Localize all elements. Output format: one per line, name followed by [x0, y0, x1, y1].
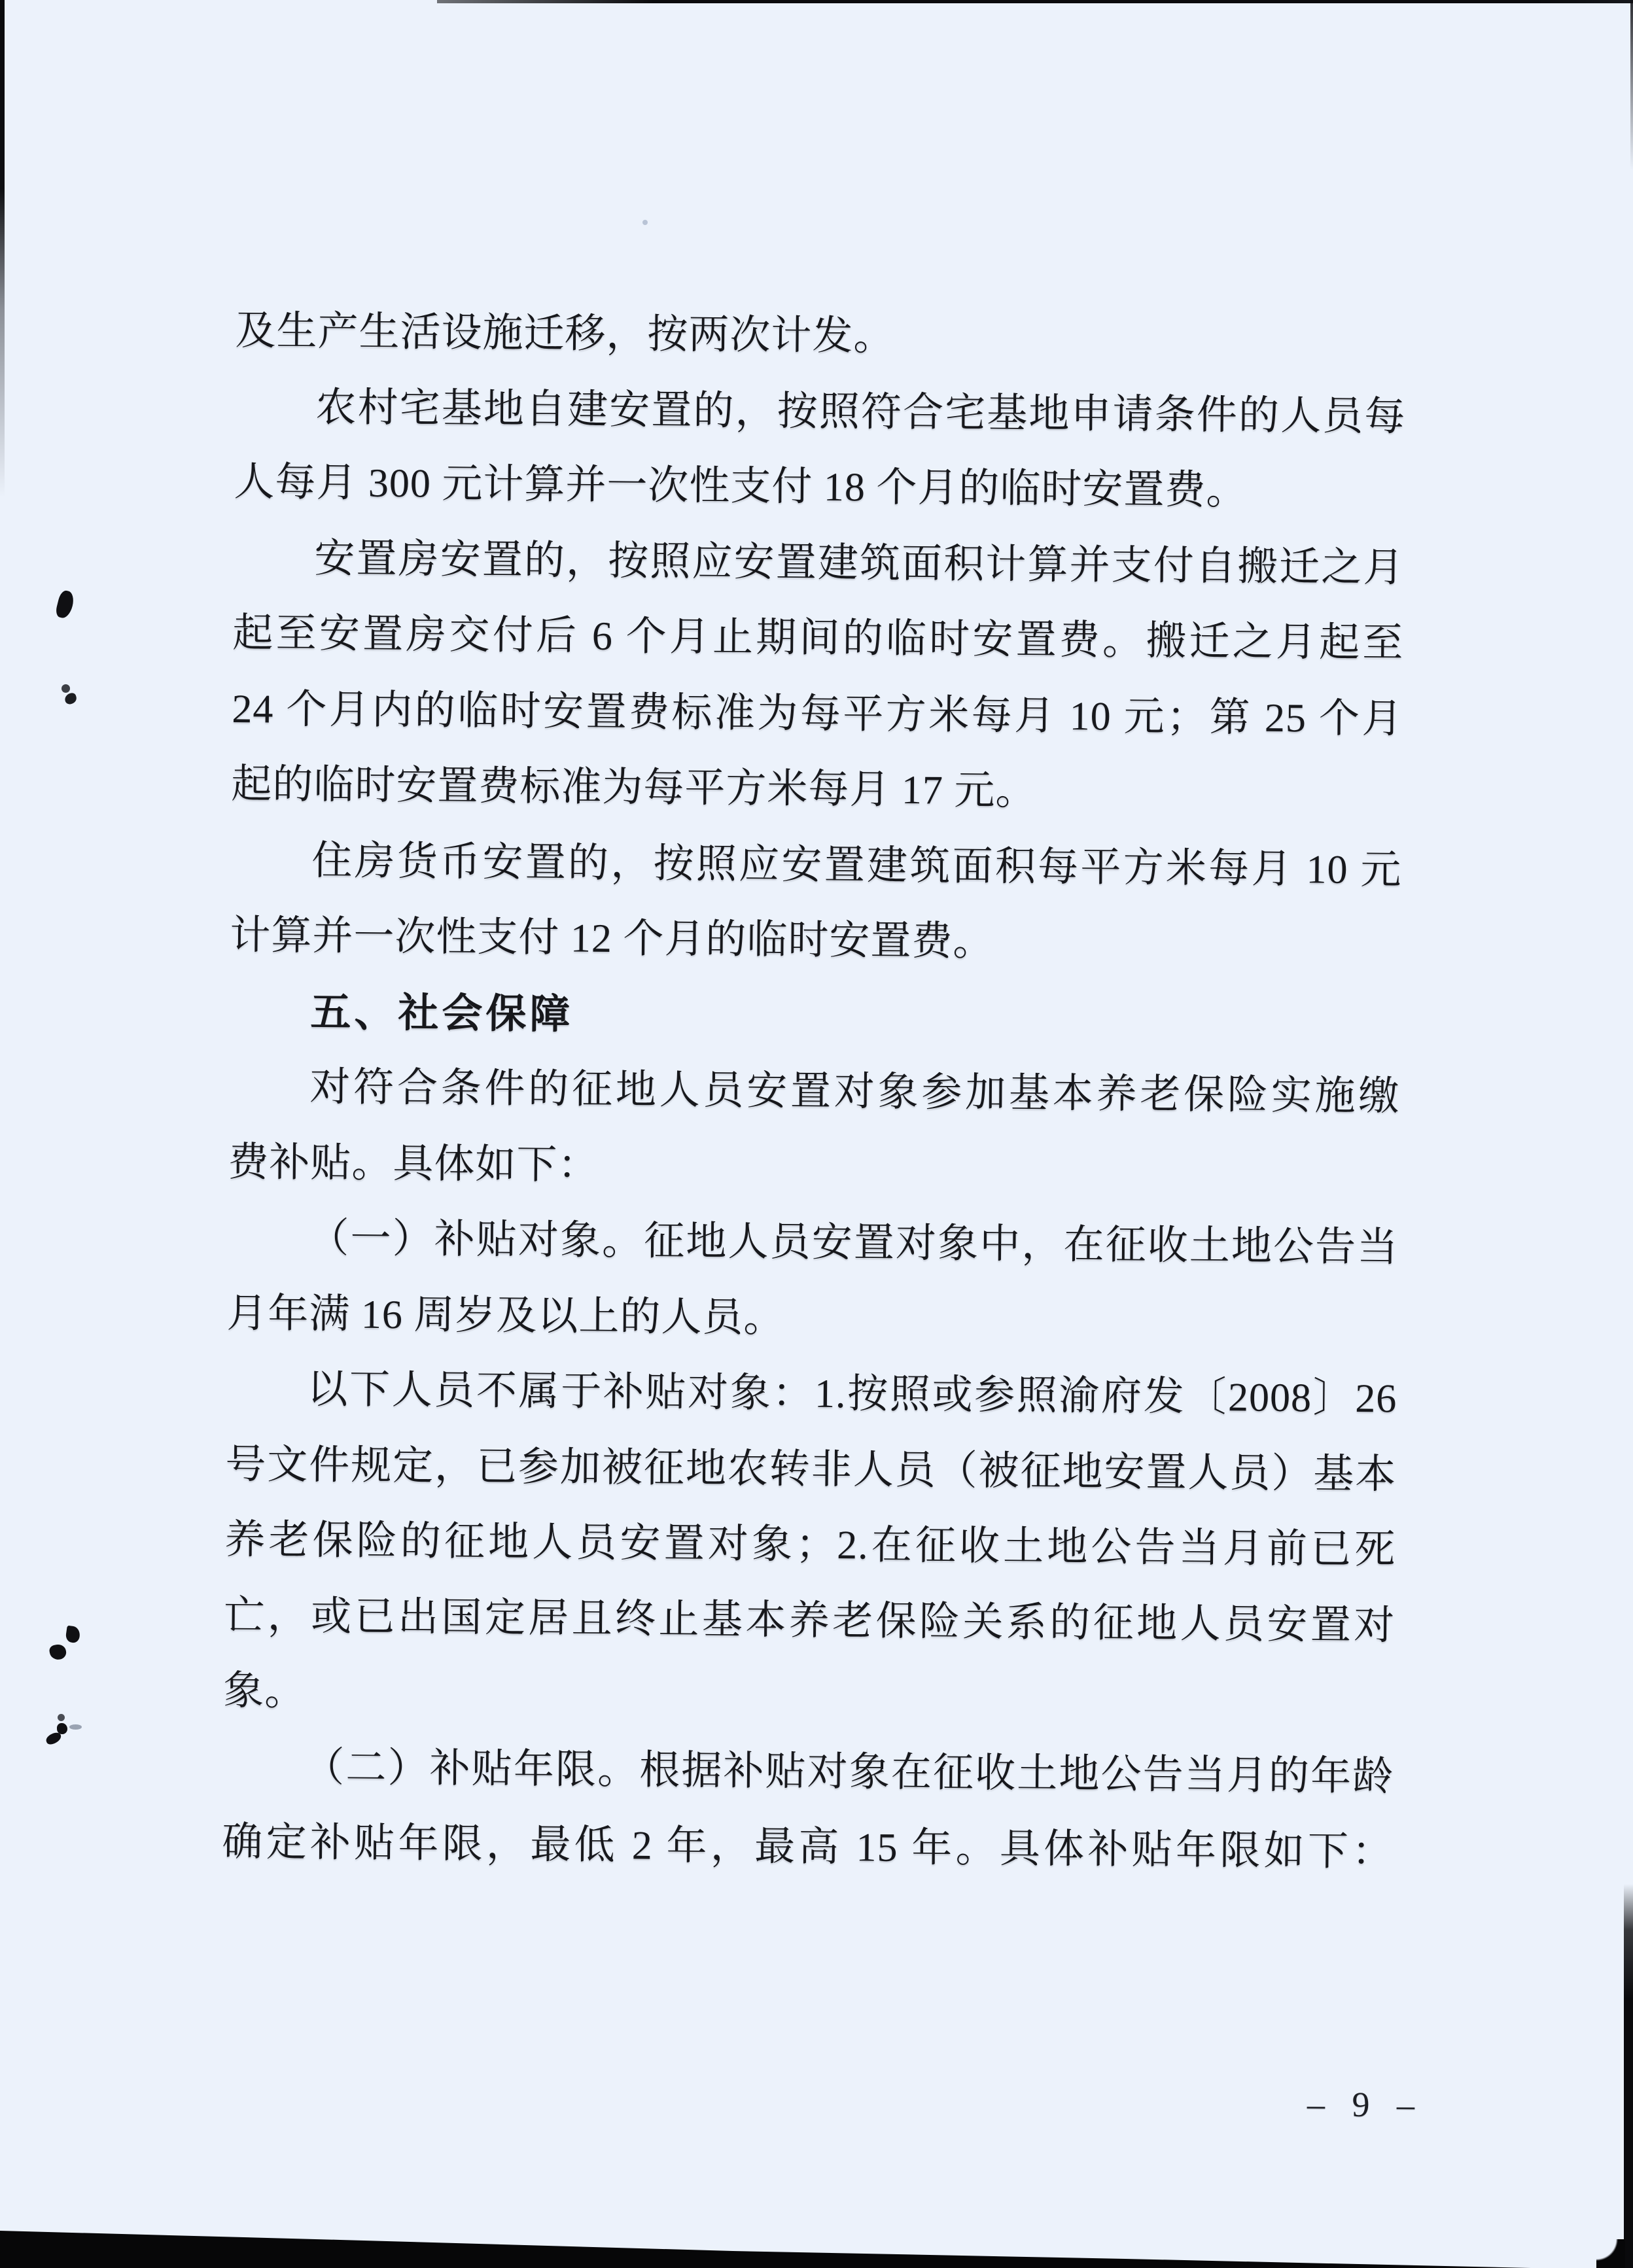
ink-speck: [44, 1731, 63, 1746]
text-line: 及生产生活设施迁移，按两次计发。: [235, 308, 895, 359]
ink-speck: [69, 1724, 82, 1730]
scan-edge-left: [0, 0, 5, 497]
text-line: 亡，或已出国定居且终止基本养老保险关系的征地人员安置对: [224, 1593, 1396, 1649]
ink-speck: [63, 692, 78, 706]
text-line: 确定补贴年限，最低 2 年，最高 15 年。具体补贴年限如下：: [222, 1819, 1394, 1875]
text-line: 以下人员不属于补贴对象：1.按照或参照渝府发〔2008〕26: [307, 1367, 1397, 1422]
text-line: 起的临时安置费标准为每平方米每月 17 元。: [231, 761, 1037, 814]
text-line: 对符合条件的征地人员安置对象参加基本养老保险实施缴: [309, 1065, 1400, 1119]
section-heading: 五、社会保障: [310, 989, 574, 1038]
text-line: 月年满 16 周岁及以上的人员。: [226, 1291, 785, 1340]
text-line: 人每月 300 元计算并一次性支付 18 个月的临时安置费。: [234, 459, 1248, 514]
ink-speck: [61, 684, 70, 693]
text-line: （一）补贴对象。征地人员安置对象中，在征收土地公告当: [308, 1216, 1399, 1270]
text-line: 养老保险的征地人员安置对象；2.在征收土地公告当月前已死: [224, 1517, 1396, 1573]
scan-edge-right: [1624, 1884, 1633, 2268]
text-line: 起至安置房交付后 6 个月止期间的临时安置费。搬迁之月起至: [232, 610, 1404, 666]
text-line: 农村宅基地自建安置的，按照符合宅基地申请条件的人员每: [315, 385, 1406, 440]
document-lines: [222, 294, 1407, 1891]
ink-speck: [58, 1714, 65, 1721]
scan-edge-top: [437, 0, 1633, 3]
ink-speck: [65, 1626, 80, 1644]
page-number: – 9 –: [1307, 2084, 1424, 2125]
ink-speck: [642, 220, 648, 225]
text-line: 象。: [223, 1668, 306, 1715]
scan-edge-bottom-wedge: [0, 2223, 1633, 2268]
text-line: 号文件规定，已参加被征地农转非人员（被征地安置人员）基本: [225, 1442, 1397, 1497]
text-line: 安置房安置的，按照应安置建筑面积计算并支付自搬迁之月: [314, 536, 1405, 591]
text-line: （二）补贴年限。根据补贴对象在征收土地公告当月的年龄: [304, 1745, 1394, 1800]
text-line: 住房货币安置的，按照应安置建筑面积每平方米每月 10 元: [311, 838, 1402, 893]
text-line: 24 个月内的临时安置费标准为每平方米每月 10 元；第 25 个月: [232, 686, 1403, 742]
text-line: 费补贴。具体如下：: [228, 1140, 599, 1188]
scan-edge-right-top: [1630, 0, 1633, 170]
ink-speck: [54, 589, 75, 619]
scan-corner-bottom-right: [1596, 2239, 1625, 2268]
text-line: 计算并一次性支付 12 个月的临时安置费。: [230, 913, 994, 965]
ink-speck: [48, 1643, 67, 1661]
document-body: [222, 294, 1407, 1891]
